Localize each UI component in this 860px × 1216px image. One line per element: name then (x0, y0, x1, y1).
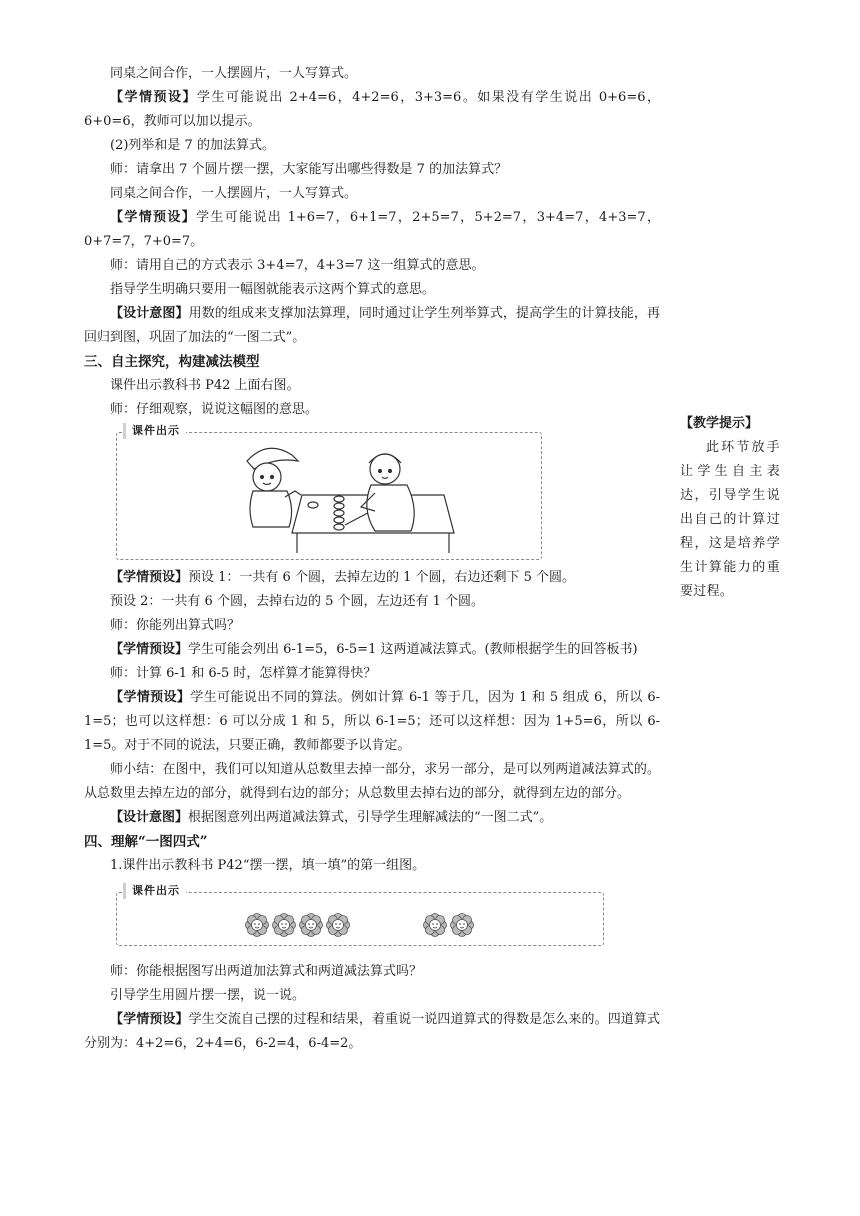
paragraph-text: 学生交流自己摆的过程和结果，着重说一说四道算式的得数是怎么来的。四道算式分别为：4+2=6，2+4=6，6-2=4，6-4=2。 (84, 1012, 660, 1051)
children-circles-illustration (117, 433, 541, 559)
teaching-tip-title: 【教学提示】 (680, 416, 759, 431)
flower-icon (300, 914, 323, 937)
tag-learning-preset: 【学情预设】 (110, 690, 191, 705)
paragraph: 引导学生用圆片摆一摆，说一说。 (110, 988, 306, 1003)
flower-icon (246, 914, 269, 937)
paragraph: 师：计算 6-1 和 6-5 时，怎样算才能算得快？ (110, 666, 377, 681)
paragraph: 同桌之间合作，一人摆圆片，一人写算式。 (110, 66, 358, 81)
tag-learning-preset: 【学情预设】 (110, 210, 197, 225)
paragraph-text: 学生可能说出 2+4=6，4+2=6，3+3=6。如果没有学生说出 0+6=6，6+0=6，教师可以加以提示。 (84, 90, 660, 129)
courseware-label: 课件出示 (123, 423, 186, 439)
paragraph: 师：请拿出 7 个圆片摆一摆，大家能写出哪些得数是 7 的加法算式？ (110, 162, 508, 177)
flowers-illustration (117, 893, 603, 945)
paragraph-text: 学生可能说出不同的算法。例如计算 6-1 等于几，因为 1 和 5 组成 6，所以 6-1=5；也可以这样想：6 可以分成 1 和 5，所以 6-1=5；还可以这样想：因为 1+5=6，所以 6-1=5。对于不同的说法，只要正确，教师都要予以肯定。 (84, 690, 660, 753)
flower-icon (424, 914, 447, 937)
paragraph (84, 638, 660, 662)
tag-learning-preset: 【学情预设】 (110, 642, 189, 657)
tag-learning-preset: 【学情预设】 (110, 570, 189, 585)
paragraph: 师：请用自己的方式表示 3+4=7，4+3=7 这一组算式的意思。 (110, 258, 485, 273)
paragraph (84, 206, 660, 254)
flower-icon (327, 914, 350, 937)
paragraph: 指导学生明确只要用一幅图就能表示这两个算式的意思。 (110, 282, 436, 297)
paragraph: 课件出示教科书 P42 上面右图。 (110, 378, 300, 393)
paragraph: 师：你能列出算式吗？ (110, 618, 241, 633)
tag-design-intent: 【设计意图】 (110, 306, 189, 321)
courseware-label: 课件出示 (123, 883, 186, 899)
flower-icon (273, 914, 296, 937)
main-content (84, 62, 660, 1056)
section-heading-3: 三、自主探究，构建减法模型 (84, 354, 260, 370)
paragraph (84, 302, 660, 350)
paragraph-text: 学生可能说出 1+6=7，6+1=7，2+5=7，5+2=7，3+4=7，4+3=7，0+7=7，7+0=7。 (84, 210, 660, 249)
tag-learning-preset: 【学情预设】 (110, 1012, 189, 1027)
courseware-box-1 (116, 424, 542, 560)
courseware-box-2 (116, 884, 604, 946)
paragraph-text: 用数的组成来支撑加法算理，同时通过让学生列举算式，提高学生的计算技能，再回归到图，巩固了加法的“一图二式”。 (84, 306, 660, 345)
paragraph (84, 566, 660, 590)
flower-icon (451, 914, 474, 937)
paragraph-text: 学生可能会列出 6-1=5，6-5=1 这两道减法算式。(教师根据学生的回答板书) (188, 642, 638, 657)
paragraph (84, 686, 660, 758)
section-heading-4: 四、理解“一图四式” (84, 834, 208, 850)
teaching-tip-text: 此环节放手让学生自主表达，引导学生说出自己的计算过程，这是培养学生计算能力的重要过程。 (680, 440, 780, 599)
tag-design-intent: 【设计意图】 (110, 810, 189, 825)
paragraph (84, 1008, 660, 1056)
paragraph: 1.课件出示教科书 P42“摆一摆，填一填”的第一组图。 (110, 858, 426, 873)
paragraph-text: 预设 1：一共有 6 个圆，去掉左边的 1 个圆，右边还剩下 5 个圆。 (188, 570, 576, 585)
paragraph-text: 根据图意列出两道减法算式，引导学生理解减法的“一图二式”。 (188, 810, 553, 825)
teaching-tip-sidebar (680, 412, 780, 604)
paragraph: 同桌之间合作，一人摆圆片，一人写算式。 (110, 186, 358, 201)
paragraph: (2)列举和是 7 的加法算式。 (110, 138, 275, 153)
paragraph: 师：仔细观察，说说这幅图的意思。 (110, 402, 319, 417)
paragraph (84, 806, 660, 830)
paragraph (84, 86, 660, 134)
paragraph: 预设 2：一共有 6 个圆，去掉右边的 5 个圆，左边还有 1 个圆。 (110, 594, 485, 609)
paragraph: 师：你能根据图写出两道加法算式和两道减法算式吗？ (110, 964, 423, 979)
tag-learning-preset: 【学情预设】 (110, 90, 197, 105)
paragraph: 师小结：在图中，我们可以知道从总数里去掉一部分，求另一部分，是可以列两道减法算式的。从总数里去掉左边的部分，就得到右边的部分；从总数里去掉右边的部分，就得到左边的部分。 (84, 762, 660, 801)
